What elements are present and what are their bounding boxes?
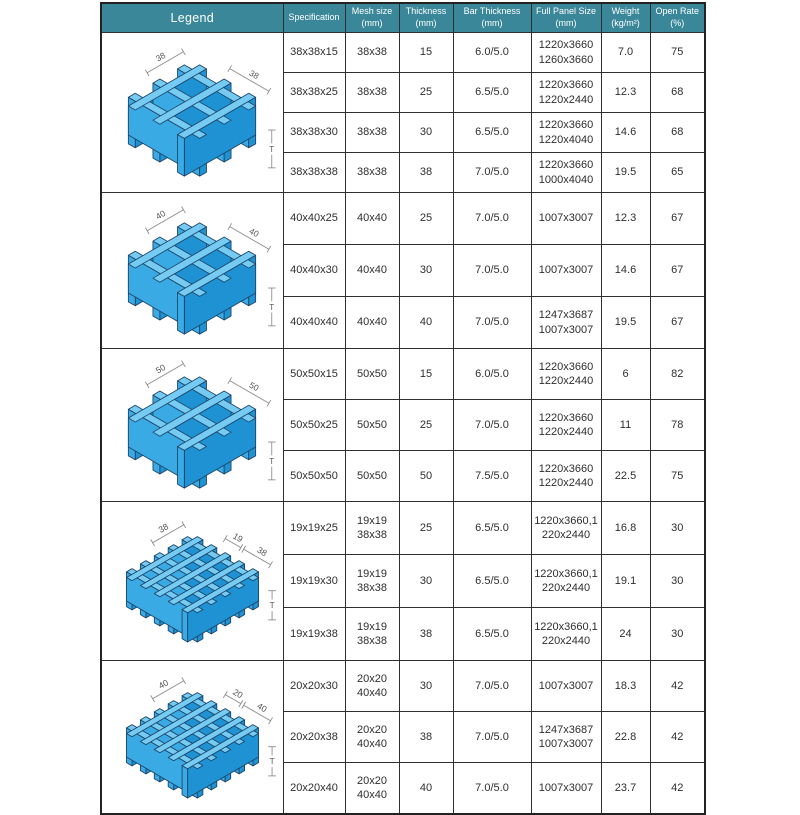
dimension-label: T	[269, 144, 275, 154]
dimension-label: 50	[247, 379, 261, 394]
cell-line: 78	[671, 418, 684, 431]
cell-thickness	[399, 33, 453, 73]
cell-open-rate	[650, 33, 705, 73]
cell-line: 25	[419, 86, 433, 99]
cell-line: 68	[671, 86, 684, 99]
cell-line: 1007x3007	[538, 323, 594, 336]
cell-weight	[601, 712, 650, 763]
cell-mesh-size	[345, 349, 399, 400]
cell-line: 19x19	[357, 514, 387, 527]
cell-line: 7.0/5.0	[475, 781, 509, 794]
cell-line: 38x38x30	[290, 126, 338, 139]
cell-line: 75	[671, 46, 684, 59]
cell-line: 7.0/5.0	[475, 679, 509, 692]
cell-line: 30	[419, 264, 433, 277]
cell-line: 220x2440	[541, 635, 591, 647]
cell-line: 1220x3660	[538, 411, 594, 424]
cell-weight	[601, 763, 650, 815]
cell-line: 6.0/5.0	[475, 46, 509, 59]
cell-bar-thickness	[453, 451, 531, 502]
cell-specification	[283, 193, 345, 245]
cell-line: 14.6	[614, 264, 637, 277]
cell-line: 75	[671, 469, 684, 482]
cell-line: 15	[419, 46, 433, 59]
dimension-label: 19	[231, 530, 245, 545]
cell-line: 1220x2440	[538, 93, 594, 106]
cell-line: 38x38	[357, 635, 387, 647]
legend-cell	[101, 502, 283, 661]
cell-line: 40x40x25	[290, 212, 338, 225]
cell-open-rate	[650, 153, 705, 193]
cell-line: 6.5/5.0	[475, 86, 509, 99]
cell-line: 38x38	[357, 126, 387, 139]
cell-weight	[601, 400, 650, 451]
cell-line: 30	[671, 521, 684, 534]
cell-line: 38x38	[357, 529, 387, 541]
grating-3d-diagram	[105, 354, 279, 496]
grating-3d-diagram	[105, 510, 279, 652]
dimension-label: 38	[255, 544, 269, 559]
cell-line: 19.1	[614, 574, 637, 587]
dimension-label: 40	[247, 225, 261, 239]
grating-3d-diagram	[105, 39, 279, 187]
cell-bar-thickness	[453, 608, 531, 661]
header-specification: Specification	[283, 3, 345, 33]
cell-open-rate	[650, 608, 705, 661]
header-legend	[101, 3, 283, 33]
cell-line: 22.8	[614, 730, 637, 743]
cell-line: 68	[671, 126, 684, 139]
cell-thickness	[399, 502, 453, 555]
cell-thickness	[399, 193, 453, 245]
cell-full-panel-size	[531, 245, 601, 297]
cell-line: 40x40x30	[290, 264, 338, 277]
cell-line: 22.5	[614, 469, 637, 482]
cell-specification	[283, 33, 345, 73]
cell-line: 40x40	[357, 264, 387, 277]
cell-line: 15	[419, 367, 433, 380]
cell-line: 38x38	[357, 46, 387, 59]
cell-line: 220x2440	[541, 582, 591, 594]
cell-specification	[283, 763, 345, 815]
cell-mesh-size	[345, 245, 399, 297]
cell-line: 7.5/5.0	[475, 469, 509, 482]
cell-line: 40	[419, 316, 433, 329]
cell-thickness	[399, 113, 453, 153]
cell-full-panel-size	[531, 502, 601, 555]
cell-open-rate	[650, 555, 705, 608]
dimension-label: 38	[156, 521, 171, 535]
cell-open-rate	[650, 712, 705, 763]
cell-line: 1220x3660	[538, 360, 594, 373]
cell-line: 1220x3660	[538, 119, 594, 132]
grating-3d-diagram	[105, 200, 279, 342]
cell-line: 20x20	[357, 723, 387, 736]
cell-specification	[283, 297, 345, 349]
cell-specification	[283, 608, 345, 661]
cell-mesh-size	[345, 608, 399, 661]
cell-full-panel-size	[531, 712, 601, 763]
cell-line: 12.3	[614, 212, 637, 225]
cell-line: 67	[671, 212, 684, 225]
cell-line: 1220x2440	[538, 375, 594, 387]
cell-bar-thickness	[453, 193, 531, 245]
header-weight: Weight (kg/m²)	[601, 3, 650, 33]
cell-line: 40x40	[357, 687, 387, 699]
cell-line: 16.8	[614, 521, 637, 534]
legend-cell	[101, 661, 283, 815]
cell-line: 7.0/5.0	[475, 418, 509, 431]
cell-line: 1220x3660	[538, 159, 594, 172]
cell-line: 65	[671, 166, 684, 179]
cell-line: 1007x3007	[538, 264, 594, 277]
cell-mesh-size	[345, 297, 399, 349]
cell-open-rate	[650, 661, 705, 712]
cell-line: 7.0/5.0	[475, 264, 509, 277]
header-thickness: Thickness (mm)	[399, 3, 453, 33]
dimension-label: 40	[154, 207, 168, 221]
cell-line: 38x38x38	[290, 166, 338, 179]
dimension-label: 40	[255, 700, 269, 715]
cell-mesh-size	[345, 193, 399, 245]
cell-specification	[283, 349, 345, 400]
cell-specification	[283, 502, 345, 555]
cell-line: 82	[671, 367, 684, 380]
cell-bar-thickness	[453, 349, 531, 400]
cell-bar-thickness	[453, 555, 531, 608]
cell-open-rate	[650, 502, 705, 555]
cell-line: 1007x3007	[538, 781, 594, 794]
cell-thickness	[399, 245, 453, 297]
cell-line: 1220x3660,1	[534, 567, 598, 580]
legend-cell	[101, 193, 283, 349]
cell-open-rate	[650, 193, 705, 245]
cell-line: 20x20	[357, 774, 387, 787]
cell-thickness	[399, 763, 453, 815]
cell-line: 19x19x25	[290, 521, 338, 534]
cell-weight	[601, 555, 650, 608]
cell-line: 19x19	[357, 620, 387, 633]
cell-bar-thickness	[453, 33, 531, 73]
cell-open-rate	[650, 451, 705, 502]
cell-line: 6.5/5.0	[475, 521, 509, 534]
cell-line: 42	[671, 679, 684, 692]
cell-line: 30	[671, 574, 684, 587]
cell-weight	[601, 451, 650, 502]
cell-specification	[283, 153, 345, 193]
table-row	[101, 502, 705, 555]
cell-line: 19x19x38	[290, 627, 338, 640]
cell-line: 1007x3007	[538, 738, 594, 750]
cell-line: 1007x3007	[538, 679, 594, 692]
cell-bar-thickness	[453, 712, 531, 763]
header-full-panel-size: Full Panel Size (mm)	[531, 3, 601, 33]
cell-bar-thickness	[453, 502, 531, 555]
cell-line: 40	[419, 781, 433, 794]
cell-line: 40x40	[357, 316, 387, 329]
cell-open-rate	[650, 763, 705, 815]
cell-thickness	[399, 608, 453, 661]
dimension-label: T	[269, 757, 275, 767]
cell-mesh-size	[345, 400, 399, 451]
dimension-label: 38	[154, 49, 168, 63]
cell-line: 6.5/5.0	[475, 574, 509, 587]
cell-specification	[283, 400, 345, 451]
cell-line: 50x50	[357, 367, 387, 380]
cell-line: 20x20x40	[290, 781, 338, 794]
cell-line: 6	[622, 367, 629, 380]
cell-full-panel-size	[531, 73, 601, 113]
cell-line: 7.0/5.0	[475, 166, 509, 179]
cell-full-panel-size	[531, 193, 601, 245]
cell-line: 30	[419, 574, 433, 587]
cell-line: 7.0/5.0	[475, 316, 509, 329]
cell-line: 40x40	[357, 738, 387, 750]
cell-bar-thickness	[453, 245, 531, 297]
dimension-label: 40	[156, 677, 171, 691]
cell-thickness	[399, 349, 453, 400]
cell-line: 24	[619, 627, 632, 640]
cell-line: 7.0/5.0	[475, 212, 509, 225]
cell-line: 20x20x38	[290, 730, 338, 743]
cell-line: 38	[419, 627, 433, 640]
cell-line: 1260x3660	[538, 53, 594, 66]
cell-line: 38x38	[357, 86, 387, 99]
header-bar-thickness: Bar Thickness (mm)	[453, 3, 531, 33]
cell-line: 220x2440	[541, 529, 591, 541]
cell-mesh-size	[345, 712, 399, 763]
cell-thickness	[399, 73, 453, 113]
cell-line: 1247x3687	[538, 309, 594, 322]
cell-thickness	[399, 400, 453, 451]
dimension-label: T	[269, 302, 275, 312]
cell-thickness	[399, 712, 453, 763]
cell-line: 19.5	[614, 166, 637, 179]
cell-mesh-size	[345, 113, 399, 153]
cell-mesh-size	[345, 555, 399, 608]
cell-weight	[601, 193, 650, 245]
cell-line: 40x40	[357, 789, 387, 801]
table-row	[101, 349, 705, 400]
cell-line: 1220x3660	[538, 462, 594, 475]
cell-line: 14.6	[614, 126, 637, 139]
cell-line: 42	[671, 781, 684, 794]
cell-line: 50x50x25	[290, 418, 338, 431]
cell-line: 20x20	[357, 672, 387, 685]
cell-bar-thickness	[453, 297, 531, 349]
cell-mesh-size	[345, 661, 399, 712]
cell-line: 1220x2440	[538, 426, 594, 438]
cell-open-rate	[650, 245, 705, 297]
cell-full-panel-size	[531, 608, 601, 661]
table-header	[101, 3, 705, 33]
cell-specification	[283, 73, 345, 113]
cell-open-rate	[650, 349, 705, 400]
dimension-label: 50	[154, 362, 168, 376]
cell-line: 11	[619, 418, 632, 431]
cell-line: 50	[419, 469, 433, 482]
cell-mesh-size	[345, 153, 399, 193]
cell-full-panel-size	[531, 451, 601, 502]
cell-line: 19.5	[614, 316, 637, 329]
cell-full-panel-size	[531, 349, 601, 400]
cell-line: 67	[671, 264, 684, 277]
header-row	[101, 3, 705, 33]
cell-line: 38	[419, 730, 433, 743]
table-row	[101, 661, 705, 712]
table-body	[101, 33, 705, 815]
cell-bar-thickness	[453, 73, 531, 113]
header-mesh-size: Mesh size (mm)	[345, 3, 399, 33]
grating-spec-table	[100, 2, 706, 815]
cell-line: 1247x3687	[538, 723, 594, 736]
cell-line: 1220x4040	[538, 133, 594, 146]
cell-line: 19x19x30	[290, 574, 338, 587]
dimension-label: T	[269, 601, 275, 611]
cell-thickness	[399, 297, 453, 349]
cell-thickness	[399, 661, 453, 712]
cell-open-rate	[650, 73, 705, 113]
cell-line: 38x38	[357, 166, 387, 179]
dimension-label: 38	[247, 67, 261, 81]
cell-line: 1220x3660,1	[534, 620, 598, 633]
cell-weight	[601, 502, 650, 555]
cell-specification	[283, 661, 345, 712]
cell-line: 1220x3660	[538, 39, 594, 52]
cell-line: 12.3	[614, 86, 637, 99]
cell-line: 20x20x30	[290, 679, 338, 692]
cell-weight	[601, 297, 650, 349]
cell-specification	[283, 113, 345, 153]
header-open-rate: Open Rate (%)	[650, 3, 705, 33]
cell-specification	[283, 245, 345, 297]
cell-weight	[601, 73, 650, 113]
cell-line: 1220x3660	[538, 79, 594, 92]
cell-weight	[601, 113, 650, 153]
cell-line: 1220x3660,1	[534, 514, 598, 527]
cell-weight	[601, 349, 650, 400]
cell-line: 18.3	[614, 679, 637, 692]
cell-thickness	[399, 555, 453, 608]
cell-weight	[601, 153, 650, 193]
cell-line: 40x40	[357, 212, 387, 225]
table-row	[101, 193, 705, 245]
cell-line: 30	[419, 126, 433, 139]
cell-specification	[283, 451, 345, 502]
cell-open-rate	[650, 297, 705, 349]
cell-line: 6.0/5.0	[475, 367, 509, 380]
cell-mesh-size	[345, 763, 399, 815]
legend-cell	[101, 349, 283, 502]
cell-open-rate	[650, 400, 705, 451]
legend-cell	[101, 33, 283, 193]
cell-mesh-size	[345, 451, 399, 502]
cell-specification	[283, 555, 345, 608]
cell-bar-thickness	[453, 763, 531, 815]
cell-line: 38x38x25	[290, 86, 338, 99]
cell-line: 1220x2440	[538, 477, 594, 489]
table-row	[101, 33, 705, 73]
cell-mesh-size	[345, 33, 399, 73]
cell-line: 38x38	[357, 582, 387, 594]
cell-weight	[601, 33, 650, 73]
cell-line: 1000x4040	[538, 173, 594, 186]
cell-bar-thickness	[453, 113, 531, 153]
cell-line: 38x38x15	[290, 46, 338, 59]
cell-mesh-size	[345, 502, 399, 555]
cell-line: 50x50x15	[290, 367, 338, 380]
header-legend-label: Legend	[170, 10, 214, 25]
cell-line: 25	[419, 212, 433, 225]
cell-full-panel-size	[531, 113, 601, 153]
cell-line: 50x50x50	[290, 469, 338, 482]
cell-full-panel-size	[531, 153, 601, 193]
cell-specification	[283, 712, 345, 763]
cell-full-panel-size	[531, 661, 601, 712]
cell-line: 7.0	[617, 46, 634, 59]
cell-line: 6.5/5.0	[475, 627, 509, 640]
cell-line: 1007x3007	[538, 212, 594, 225]
cell-line: 19x19	[357, 567, 387, 580]
cell-line: 23.7	[614, 781, 637, 794]
cell-full-panel-size	[531, 400, 601, 451]
grating-3d-diagram	[105, 666, 279, 808]
cell-full-panel-size	[531, 33, 601, 73]
cell-weight	[601, 608, 650, 661]
dimension-label: T	[269, 456, 275, 466]
cell-line: 38	[419, 166, 433, 179]
cell-full-panel-size	[531, 555, 601, 608]
cell-full-panel-size	[531, 763, 601, 815]
cell-full-panel-size	[531, 297, 601, 349]
cell-line: 67	[671, 316, 684, 329]
cell-thickness	[399, 451, 453, 502]
cell-thickness	[399, 153, 453, 193]
cell-line: 42	[671, 730, 684, 743]
cell-weight	[601, 245, 650, 297]
cell-line: 25	[419, 521, 433, 534]
cell-line: 30	[671, 627, 684, 640]
cell-line: 6.5/5.0	[475, 126, 509, 139]
cell-bar-thickness	[453, 661, 531, 712]
cell-open-rate	[650, 113, 705, 153]
dimension-label: 20	[231, 686, 245, 701]
cell-line: 40x40x40	[290, 316, 338, 329]
cell-line: 7.0/5.0	[475, 730, 509, 743]
cell-line: 25	[419, 418, 433, 431]
cell-bar-thickness	[453, 153, 531, 193]
cell-line: 50x50	[357, 418, 387, 431]
cell-weight	[601, 661, 650, 712]
cell-line: 50x50	[357, 469, 387, 482]
cell-mesh-size	[345, 73, 399, 113]
cell-line: 30	[419, 679, 433, 692]
cell-bar-thickness	[453, 400, 531, 451]
